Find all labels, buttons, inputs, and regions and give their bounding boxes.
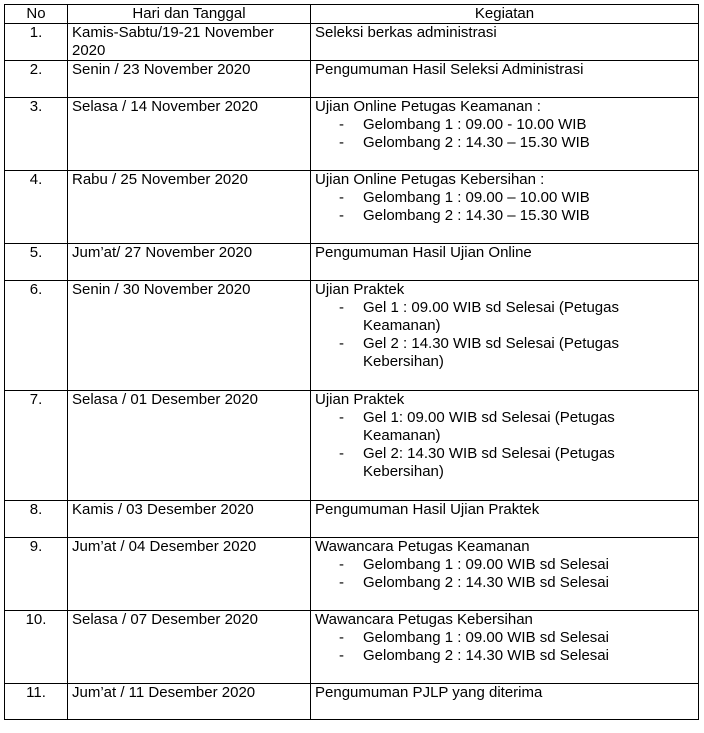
- list-item: [315, 189, 694, 207]
- schedule-table: [4, 4, 699, 720]
- list-item-text: Gelombang 2 : 14.30 WIB sd Selesai: [363, 647, 609, 664]
- row-activity: [311, 171, 699, 244]
- header-date: Hari dan Tanggal: [68, 5, 311, 24]
- row-number: 4.: [5, 171, 68, 244]
- activity-title: Ujian Online Petugas Keamanan :: [315, 98, 541, 115]
- row-activity: [311, 61, 699, 98]
- list-item-text: Gel 1: 09.00 WIB sd Selesai (Petugas Keamanan): [363, 409, 615, 444]
- activity-sublist: [315, 116, 694, 152]
- row-date: Selasa / 14 November 2020: [68, 98, 311, 171]
- row-number: 8.: [5, 501, 68, 538]
- dash-bullet-icon: -: [339, 207, 344, 224]
- row-number: 3.: [5, 98, 68, 171]
- row-number: 1.: [5, 24, 68, 61]
- table-header-row: [5, 5, 699, 24]
- table-row: [5, 391, 699, 501]
- dash-bullet-icon: -: [339, 335, 344, 352]
- row-date: Senin / 30 November 2020: [68, 281, 311, 391]
- row-activity: [311, 98, 699, 171]
- list-item-text: Gelombang 1 : 09.00 WIB sd Selesai: [363, 629, 609, 646]
- row-number: 2.: [5, 61, 68, 98]
- activity-title: Wawancara Petugas Kebersihan: [315, 611, 533, 628]
- header-no: No: [5, 5, 68, 24]
- list-item: [315, 647, 694, 665]
- list-item-text: Gel 2 : 14.30 WIB sd Selesai (Petugas Kebersihan): [363, 335, 619, 370]
- table-row: [5, 538, 699, 611]
- table-row: [5, 244, 699, 281]
- dash-bullet-icon: -: [339, 445, 344, 462]
- dash-bullet-icon: -: [339, 647, 344, 664]
- row-activity: [311, 24, 699, 61]
- table-row: [5, 501, 699, 538]
- table-row: [5, 24, 699, 61]
- dash-bullet-icon: -: [339, 629, 344, 646]
- header-activity: Kegiatan: [311, 5, 699, 24]
- list-item: [315, 629, 694, 647]
- activity-sublist: [315, 299, 694, 371]
- row-number: 10.: [5, 611, 68, 684]
- list-item: [315, 409, 694, 445]
- row-date: Jum’at / 04 Desember 2020: [68, 538, 311, 611]
- activity-title: Ujian Praktek: [315, 391, 405, 408]
- row-date: Selasa / 07 Desember 2020: [68, 611, 311, 684]
- row-number: 5.: [5, 244, 68, 281]
- list-item: [315, 207, 694, 225]
- list-item: [315, 335, 694, 371]
- row-activity: [311, 501, 699, 538]
- row-activity: [311, 611, 699, 684]
- table-row: [5, 171, 699, 244]
- row-date: Jum’at/ 27 November 2020: [68, 244, 311, 281]
- row-date: Rabu / 25 November 2020: [68, 171, 311, 244]
- list-item-text: Gelombang 1 : 09.00 WIB sd Selesai: [363, 556, 609, 573]
- table-row: [5, 61, 699, 98]
- list-item: [315, 134, 694, 152]
- dash-bullet-icon: -: [339, 189, 344, 206]
- table-row: [5, 611, 699, 684]
- row-date: Jum’at / 11 Desember 2020: [68, 684, 311, 720]
- row-number: 9.: [5, 538, 68, 611]
- table-row: [5, 684, 699, 720]
- row-date: Kamis / 03 Desember 2020: [68, 501, 311, 538]
- table-row: [5, 98, 699, 171]
- table-body: [5, 24, 699, 720]
- activity-sublist: [315, 629, 694, 665]
- row-activity: [311, 538, 699, 611]
- row-date: Selasa / 01 Desember 2020: [68, 391, 311, 501]
- list-item-text: Gelombang 2 : 14.30 – 15.30 WIB: [363, 134, 590, 151]
- list-item-text: Gelombang 1 : 09.00 – 10.00 WIB: [363, 189, 590, 206]
- row-number: 7.: [5, 391, 68, 501]
- activity-sublist: [315, 189, 694, 225]
- activity-title: Wawancara Petugas Keamanan: [315, 538, 530, 555]
- row-activity: [311, 281, 699, 391]
- list-item: [315, 574, 694, 592]
- list-item-text: Gelombang 2 : 14.30 – 15.30 WIB: [363, 207, 590, 224]
- activity-title: Seleksi berkas administrasi: [315, 24, 497, 41]
- activity-title: Pengumuman Hasil Ujian Praktek: [315, 501, 540, 518]
- row-activity: [311, 684, 699, 720]
- list-item: [315, 445, 694, 481]
- list-item-text: Gelombang 2 : 14.30 WIB sd Selesai: [363, 574, 609, 591]
- row-number: 11.: [5, 684, 68, 720]
- dash-bullet-icon: -: [339, 134, 344, 151]
- activity-sublist: [315, 409, 694, 481]
- list-item: [315, 556, 694, 574]
- activity-title: Pengumuman PJLP yang diterima: [315, 684, 543, 701]
- table-row: [5, 281, 699, 391]
- activity-title: Ujian Online Petugas Kebersihan :: [315, 171, 545, 188]
- activity-title: Pengumuman Hasil Ujian Online: [315, 244, 532, 261]
- activity-title: Ujian Praktek: [315, 281, 405, 298]
- dash-bullet-icon: -: [339, 116, 344, 133]
- dash-bullet-icon: -: [339, 574, 344, 591]
- activity-title: Pengumuman Hasil Seleksi Administrasi: [315, 61, 584, 78]
- row-activity: [311, 244, 699, 281]
- row-date: Kamis-Sabtu/19-21 November 2020: [68, 24, 311, 61]
- row-number: 6.: [5, 281, 68, 391]
- activity-sublist: [315, 556, 694, 592]
- row-date: Senin / 23 November 2020: [68, 61, 311, 98]
- row-activity: [311, 391, 699, 501]
- dash-bullet-icon: -: [339, 409, 344, 426]
- dash-bullet-icon: -: [339, 299, 344, 316]
- list-item-text: Gelombang 1 : 09.00 - 10.00 WIB: [363, 116, 587, 133]
- list-item-text: Gel 2: 14.30 WIB sd Selesai (Petugas Kebersihan): [363, 445, 615, 480]
- list-item: [315, 299, 694, 335]
- dash-bullet-icon: -: [339, 556, 344, 573]
- list-item-text: Gel 1 : 09.00 WIB sd Selesai (Petugas Keamanan): [363, 299, 619, 334]
- list-item: [315, 116, 694, 134]
